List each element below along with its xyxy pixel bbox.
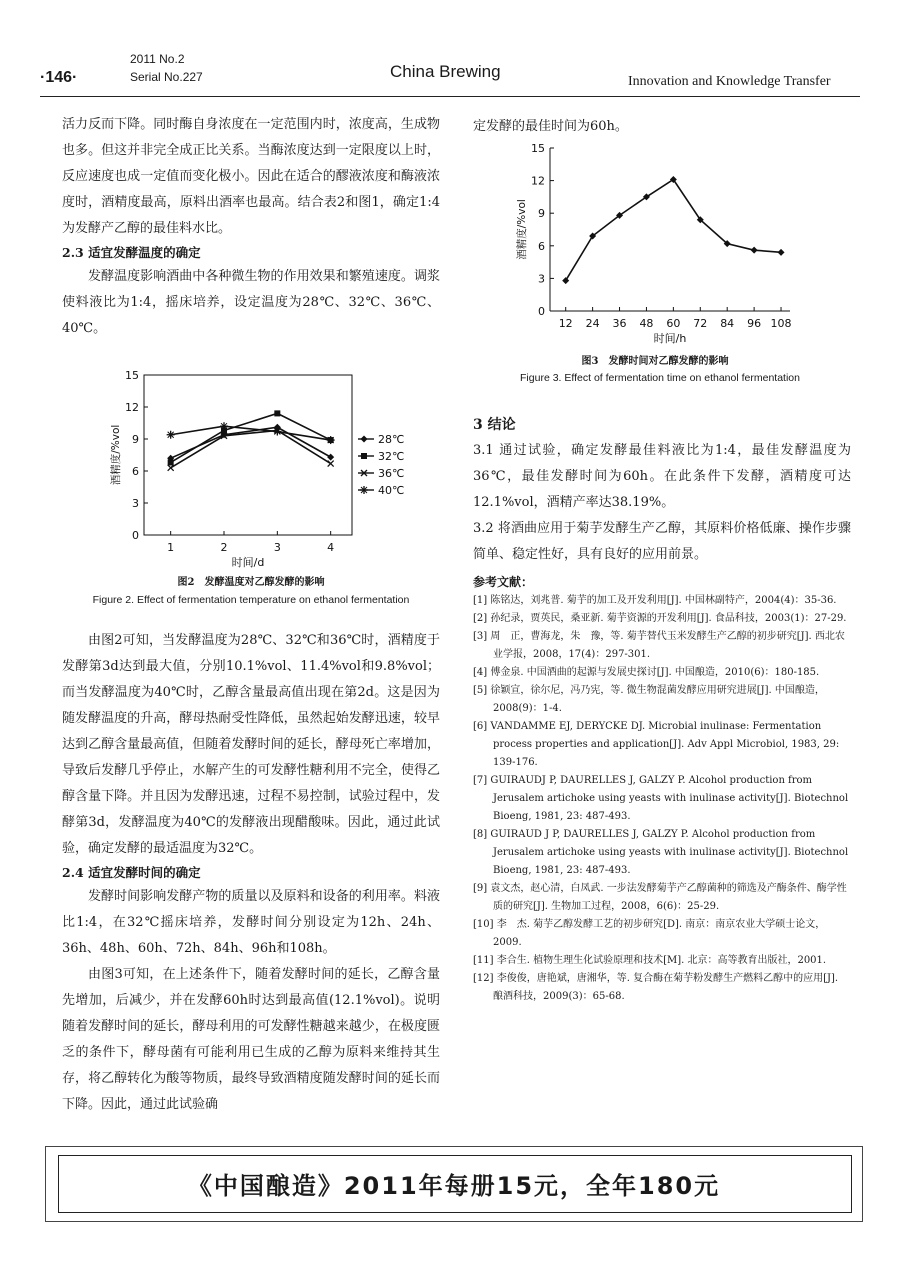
- legend-marker: [360, 486, 368, 494]
- legend-marker: [361, 453, 367, 459]
- x-axis-label: 时间/d: [231, 556, 265, 569]
- reference-item: [12] 李俊俊，唐艳斌，唐湘华，等. 复合酶在菊芋粉发酵生产燃料乙醇中的应用[J]. 酿酒科技，2009(3)：65-68.: [473, 973, 839, 1002]
- y-tick-label: 9: [132, 433, 139, 446]
- y-tick-label: 12: [125, 401, 139, 414]
- x-tick-label: 24: [585, 317, 600, 330]
- x-tick-label: 12: [558, 317, 573, 330]
- y-tick-label: 3: [538, 272, 545, 286]
- legend-label: 32℃: [378, 450, 405, 463]
- reference-item: [6] VANDAMME EJ, DERYCKE DJ. Microbial inulinase: Fermentation process properties and application[J]. Adv Appl Microbiol, 1983, 29: 139-176.: [473, 721, 840, 768]
- figure-2-chart: [62, 365, 440, 575]
- references-title: 参考文献：: [473, 575, 534, 589]
- x-tick-label: 60: [666, 317, 681, 330]
- reference-item: [4] 傅金泉. 中国酒曲的起源与发展史探讨[J]. 中国酿造，2010(6)：180-185.: [473, 667, 820, 678]
- figure-3-chart: [516, 138, 795, 348]
- price-banner-text: 《中国酿造》2011年每册15元，全年180元: [187, 1172, 721, 1200]
- legend-marker: [361, 436, 368, 443]
- paragraph: 发酵温度影响酒曲中各种微生物的作用效果和繁殖速度。调浆使料液比为1:4，摇床培养，设定温度为28℃、32℃、36℃、40℃。: [62, 269, 440, 336]
- figure-3-caption-cn: 图3 发酵时间对乙醇发酵的影响: [581, 356, 729, 367]
- legend-label: 40℃: [378, 484, 405, 497]
- x-tick-label: 3: [273, 541, 281, 554]
- data-point: [327, 454, 334, 461]
- y-tick-label: 3: [132, 497, 139, 510]
- reference-item: [5] 徐颖宣，徐尔尼，冯乃宪，等. 微生物混菌发酵应用研究进展[J]. 中国酿造，2008(9)：1-4.: [473, 685, 825, 714]
- y-tick-label: 15: [125, 369, 139, 382]
- reference-item: [10] 李 杰. 菊芋乙醇发酵工艺的初步研究[D]. 南京：南京农业大学硕士论文，2009.: [473, 919, 826, 948]
- y-tick-label: 0: [132, 529, 139, 542]
- x-tick-label: 4: [327, 541, 335, 554]
- reference-item: [9] 袁文杰，赵心清，白凤武. 一步法发酵菊芋产乙醇菌种的筛选及产酶条件、酶学性质的研究[J]. 生物加工过程，2008，6(6)：25-29.: [473, 883, 847, 912]
- data-point: [220, 422, 228, 430]
- series-line-1: [171, 413, 331, 462]
- left-column-lower: [62, 628, 440, 1118]
- data-point: [562, 277, 569, 284]
- paragraph: 定发酵的最佳时间为60h。: [473, 119, 628, 134]
- data-point: [273, 428, 281, 436]
- x-tick-label: 2: [220, 541, 228, 554]
- section-heading: 2.3 适宜发酵温度的确定: [62, 245, 201, 260]
- figure-2-caption-en: Figure 2. Effect of fermentation temperature on ethanol fermentation: [92, 594, 410, 606]
- references-list: [473, 592, 851, 1006]
- figure-3-caption-en: Figure 3. Effect of fermentation time on ethanol fermentation: [520, 372, 800, 384]
- data-point: [778, 249, 785, 256]
- reference-item: [11] 李合生. 植物生理生化试验原理和技术[M]. 北京：高等教育出版社，2001.: [473, 955, 827, 966]
- data-point: [327, 436, 335, 444]
- reference-item: [1] 陈铭达，刘兆普. 菊芋的加工及开发利用[J]. 中国林副特产，2004(4)：35-36.: [473, 595, 837, 606]
- left-column: [62, 112, 440, 342]
- right-column: [473, 412, 851, 1006]
- data-point: [168, 465, 174, 471]
- paragraph: 3.2 将酒曲应用于菊芋发酵生产乙醇，其原料价格低廉、操作步骤简单、稳定性好，具有良好的应用前景。: [473, 521, 851, 562]
- data-point: [328, 461, 334, 467]
- reference-item: [7] GUIRAUDJ P, DAURELLES J, GALZY P. Alcohol production from Jerusalem artichoke using yeasts with inulinase activity[J]. Biotechnol Bioeng, 1981, 23: 487-493.: [473, 775, 849, 822]
- y-tick-label: 6: [132, 465, 139, 478]
- section-heading: 3 结论: [473, 417, 516, 433]
- data-point: [167, 431, 175, 439]
- paragraph: 由图3可知，在上述条件下，随着发酵时间的延长，乙醇含量先增加，后减少，并在发酵60h时达到最高值(12.1%vol)。说明随着发酵时间的延长，酵母利用的可发酵性糖越来越少，在极度匮乏的条件下，酵母菌有可能利用已生成的乙醇为原料来维持其生存，将乙醇转化为酸等物质，最终导致酒精度随发酵时间的延长而下降。因此，通过此试验确: [62, 967, 440, 1112]
- header-rule: [40, 96, 860, 97]
- x-tick-label: 84: [720, 317, 735, 330]
- legend-label: 36℃: [378, 467, 405, 480]
- x-axis-label: 时间/h: [653, 332, 687, 345]
- x-tick-label: 1: [167, 541, 175, 554]
- journal-title: China Brewing: [390, 62, 501, 81]
- data-point: [168, 459, 174, 465]
- reference-item: [3] 周 正，曹海龙，朱 豫，等. 菊芋替代玉米发酵生产乙醇的初步研究[J]. 西北农业学报，2008，17(4)：297-301.: [473, 631, 845, 660]
- x-tick-label: 108: [770, 317, 792, 330]
- y-tick-label: 6: [538, 239, 545, 253]
- page-number: ·146·: [40, 69, 78, 86]
- x-tick-label: 72: [693, 317, 708, 330]
- y-axis-label: 酒精度/%vol: [110, 424, 122, 486]
- legend-label: 28℃: [378, 433, 405, 446]
- paragraph: 由图2可知，当发酵温度为28℃、32℃和36℃时，酒精度于发酵第3d达到最大值，分别10.1%vol、11.4%vol和9.8%vol；而当发酵温度为40℃时，乙醇含量最高值出现在第2d。这是因为随发酵温度的升高，酵母热耐受性降低，虽然起始发酵迅速，较早达到乙醇含量最高值，但随着发酵时间的延长，酵母死亡率增加，导致后发酵几乎停止，水解产生的可发酵性糖利用不完全，使得乙醇含量下降。并且因为发酵迅速，过程不易控制，试验过程中，发酵第3d，发酵温度为40℃的发酵液出现醋酸味。因此，通过此试验，确定发酵的最适温度为32℃。: [62, 633, 440, 856]
- x-tick-label: 36: [612, 317, 627, 330]
- data-point: [274, 410, 280, 416]
- series-line-0: [566, 180, 781, 281]
- section-heading: 2.4 适宜发酵时间的确定: [62, 865, 201, 880]
- serial-label: Serial No.227: [130, 70, 203, 84]
- y-tick-label: 12: [531, 174, 545, 188]
- reference-item: [2] 孙纪录，贾英民，桑亚新. 菊芋资源的开发利用[J]. 食品科技，2003(1)：27-29.: [473, 613, 847, 624]
- data-point: [751, 247, 758, 254]
- x-tick-label: 48: [639, 317, 654, 330]
- y-axis-label: 酒精度/%vol: [516, 199, 528, 260]
- paragraph: 3.1 通过试验，确定发酵最佳料液比为1:4，最佳发酵温度为36℃，最佳发酵时间为60h。在此条件下发酵，酒精度可达12.1%vol，酒精产率达38.19%。: [473, 443, 851, 510]
- x-tick-label: 96: [747, 317, 762, 330]
- figure-2-caption-cn: 图2 发酵温度对乙醇发酵的影响: [177, 577, 325, 588]
- paragraph: 发酵时间影响发酵产物的质量以及原料和设备的利用率。料液比1:4，在32℃摇床培养，发酵时间分别设定为12h、24h、36h、48h、60h、72h、84h、96h和108h。: [62, 889, 440, 956]
- section-title: Innovation and Knowledge Transfer: [628, 74, 831, 89]
- y-tick-label: 0: [538, 305, 545, 318]
- y-tick-label: 9: [538, 207, 545, 221]
- y-tick-label: 15: [531, 142, 545, 155]
- reference-item: [8] GUIRAUD J P, DAURELLES J, GALZY P. Alcohol production from Jerusalem artichoke using yeasts with inulinase activity[J]. Biotechnol Bioeng, 1981, 23: 487-493.: [473, 829, 849, 876]
- paragraph: 活力反而下降。同时酶自身浓度在一定范围内时，浓度高，生成物也多。但这并非完全成正比关系。当酶浓度达到一定限度以上时，反应速度也成一定值而变化极小。因此在适合的醪液浓度和酶液浓度时，酒精度最高，原料出酒率也最高。结合表2和图1，确定1:4为发酵产乙醇的最佳料水比。: [62, 117, 440, 236]
- issue-label: 2011 No.2: [130, 52, 185, 66]
- plot-frame: [144, 375, 352, 535]
